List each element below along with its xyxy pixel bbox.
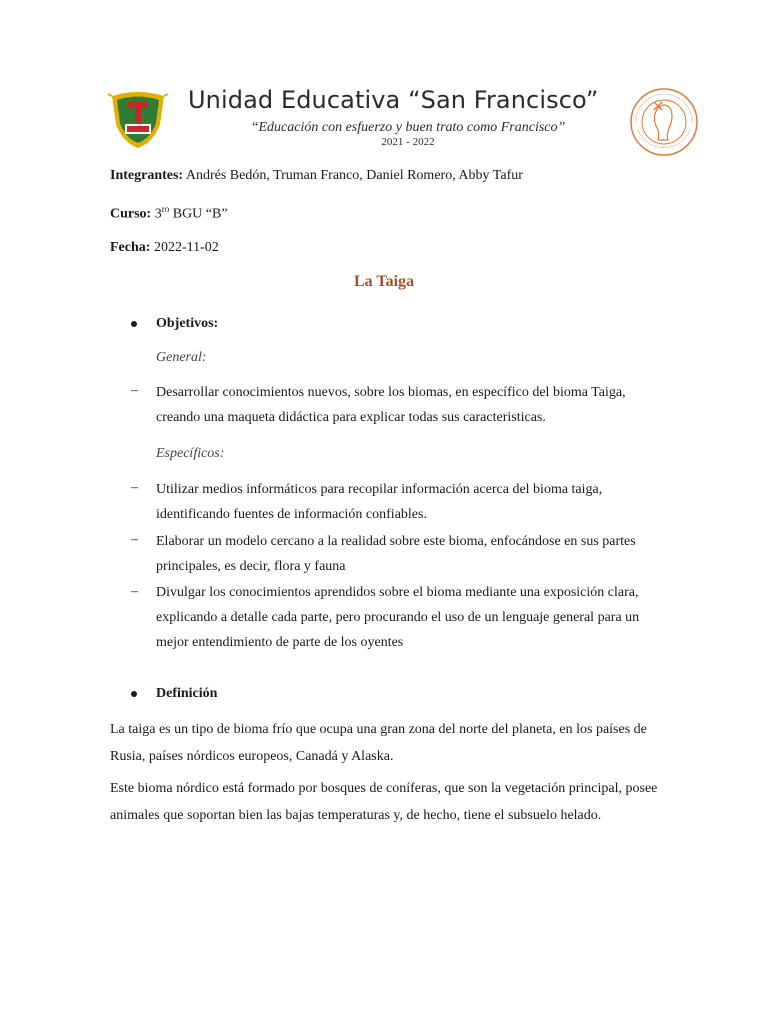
definicion-paragraph: Este bioma nórdico está formado por bosques de coníferas, que son la vegetación principal, posee animales que soportan bien las bajas temperaturas y, de hecho, tiene el subsuelo helado. bbox=[110, 781, 658, 823]
curso-line bbox=[110, 204, 228, 223]
curso-label: Curso: bbox=[110, 206, 152, 222]
especifico-item: Divulgar los conocimientos aprendidos sobre el bioma mediante una exposición clara, explicando a detalle cada parte, pero procurando el uso de un lenguaje general para un mejor entendimiento de parte de los oyentes bbox=[156, 585, 640, 650]
curso-value: BGU “B” bbox=[169, 206, 228, 222]
definicion-paragraph: La taiga es un tipo de bioma frío que ocupa una gran zona del norte del planeta, en los países de Rusia, países nórdicos europeos, Canadá y Alaska. bbox=[110, 722, 647, 764]
objetivos-heading: Objetivos: bbox=[156, 316, 219, 331]
dash-icon: – bbox=[131, 532, 138, 547]
dash-icon: – bbox=[131, 383, 138, 398]
dash-icon: – bbox=[131, 584, 138, 599]
document-title: La Taiga bbox=[353, 273, 415, 290]
school-crest-icon bbox=[108, 90, 168, 150]
general-label: General: bbox=[156, 350, 207, 365]
integrantes-label: Integrantes: bbox=[110, 168, 184, 183]
letterhead bbox=[108, 80, 698, 160]
school-years: 2021 - 2022 bbox=[381, 136, 435, 148]
especifico-item: Elaborar un modelo cercano a la realidad sobre este bioma, enfocándose en sus partes principales, es decir, flora y fauna bbox=[156, 534, 636, 574]
especifico-item: Utilizar medios informáticos para recopilar información acerca del bioma taiga, identificando fuentes de información confiables. bbox=[156, 482, 603, 522]
fecha-line bbox=[110, 240, 219, 256]
integrantes-value: Andrés Bedón, Truman Franco, Daniel Romero, Abby Tafur bbox=[183, 168, 523, 183]
school-motto: “Educación con esfuerzo y buen trato como Francisco” bbox=[250, 120, 566, 135]
dash-icon: – bbox=[131, 480, 138, 495]
bullet-dot-icon bbox=[131, 321, 137, 327]
school-name: Unidad Educativa “San Francisco” bbox=[188, 86, 599, 114]
integrantes-line bbox=[110, 168, 523, 184]
curso-superscript: ro bbox=[161, 204, 170, 214]
general-item: Desarrollar conocimientos nuevos, sobre los biomas, en específico del bioma Taiga, creando una maqueta didáctica para explicar todas sus caracteristicas. bbox=[156, 385, 626, 425]
school-seal-icon bbox=[628, 86, 700, 158]
definicion-heading: Definición bbox=[156, 686, 218, 701]
curso-number: 3 bbox=[151, 206, 162, 222]
fecha-label: Fecha: bbox=[110, 240, 151, 255]
fecha-value: 2022-11-02 bbox=[150, 240, 219, 255]
especificos-label: Específicos: bbox=[156, 446, 225, 461]
bullet-dot-icon bbox=[131, 691, 137, 697]
